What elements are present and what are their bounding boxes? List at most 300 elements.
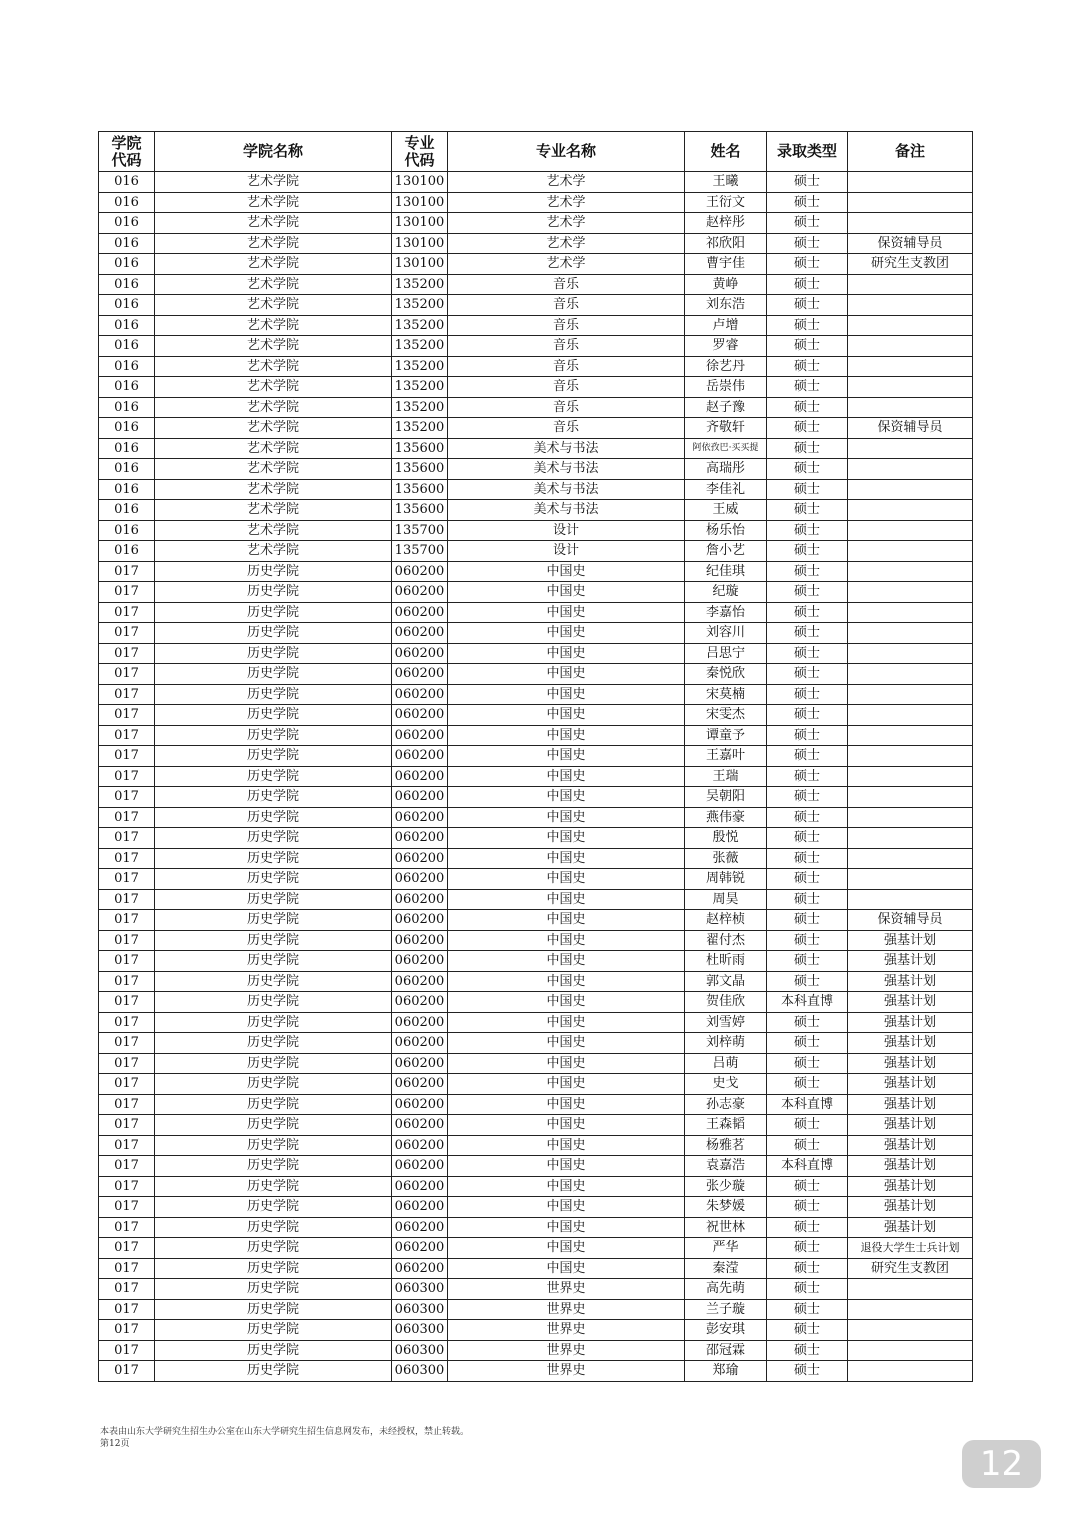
cell-student-name: 吕萌 <box>685 1053 767 1074</box>
cell-college-name: 历史学院 <box>155 725 392 746</box>
cell-college-code: 017 <box>99 766 155 787</box>
cell-college-code: 017 <box>99 910 155 931</box>
page-number-badge: 12 <box>962 1440 1041 1488</box>
cell-major-name: 中国史 <box>448 971 685 992</box>
cell-college-name: 艺术学院 <box>155 315 392 336</box>
cell-remarks: 强基计划 <box>848 1176 973 1197</box>
cell-major-name: 艺术学 <box>448 233 685 254</box>
cell-remarks <box>848 377 973 398</box>
cell-college-name: 历史学院 <box>155 1197 392 1218</box>
cell-major-name: 中国史 <box>448 1074 685 1095</box>
cell-college-code: 017 <box>99 684 155 705</box>
cell-college-code: 017 <box>99 746 155 767</box>
cell-remarks <box>848 1361 973 1382</box>
cell-remarks <box>848 807 973 828</box>
cell-major-code: 135600 <box>392 438 448 459</box>
cell-remarks <box>848 705 973 726</box>
table-row <box>99 418 973 439</box>
cell-major-name: 中国史 <box>448 705 685 726</box>
cell-remarks: 强基计划 <box>848 1094 973 1115</box>
cell-college-code: 017 <box>99 1197 155 1218</box>
cell-major-code: 135600 <box>392 479 448 500</box>
cell-student-name: 邵冠霖 <box>685 1340 767 1361</box>
col-header-college-name: 学院名称 <box>155 132 392 172</box>
table-row <box>99 1094 973 1115</box>
cell-remarks: 保资辅导员 <box>848 233 973 254</box>
col-header-major-code: 专业 代码 <box>392 132 448 172</box>
table-row <box>99 930 973 951</box>
cell-college-name: 历史学院 <box>155 561 392 582</box>
cell-admission-type: 硕士 <box>767 1361 848 1382</box>
cell-college-name: 艺术学院 <box>155 254 392 275</box>
cell-college-name: 历史学院 <box>155 1115 392 1136</box>
cell-student-name: 周韩锐 <box>685 869 767 890</box>
cell-major-code: 060200 <box>392 1217 448 1238</box>
cell-major-name: 中国史 <box>448 1033 685 1054</box>
cell-college-name: 艺术学院 <box>155 233 392 254</box>
cell-major-name: 中国史 <box>448 1156 685 1177</box>
cell-college-name: 艺术学院 <box>155 418 392 439</box>
cell-college-code: 016 <box>99 459 155 480</box>
cell-admission-type: 硕士 <box>767 1320 848 1341</box>
cell-admission-type: 硕士 <box>767 807 848 828</box>
table-row <box>99 274 973 295</box>
table-row <box>99 1074 973 1095</box>
cell-college-code: 017 <box>99 1033 155 1054</box>
cell-remarks <box>848 561 973 582</box>
cell-remarks: 强基计划 <box>848 992 973 1013</box>
table-row <box>99 541 973 562</box>
table-row <box>99 377 973 398</box>
cell-college-code: 017 <box>99 807 155 828</box>
cell-college-code: 016 <box>99 233 155 254</box>
cell-college-code: 017 <box>99 1258 155 1279</box>
cell-major-name: 音乐 <box>448 274 685 295</box>
cell-admission-type: 硕士 <box>767 828 848 849</box>
cell-college-name: 历史学院 <box>155 664 392 685</box>
cell-major-name: 中国史 <box>448 787 685 808</box>
cell-major-code: 060200 <box>392 746 448 767</box>
cell-student-name: 刘雪婷 <box>685 1012 767 1033</box>
table-row <box>99 356 973 377</box>
cell-student-name: 王衍文 <box>685 192 767 213</box>
table-row <box>99 233 973 254</box>
table-row <box>99 1176 973 1197</box>
cell-major-code: 060200 <box>392 684 448 705</box>
table-row <box>99 1340 973 1361</box>
cell-remarks <box>848 397 973 418</box>
cell-major-code: 060200 <box>392 869 448 890</box>
cell-major-name: 中国史 <box>448 1094 685 1115</box>
cell-student-name: 纪璇 <box>685 582 767 603</box>
cell-remarks <box>848 172 973 193</box>
cell-major-code: 135200 <box>392 274 448 295</box>
cell-college-name: 历史学院 <box>155 930 392 951</box>
cell-admission-type: 硕士 <box>767 1074 848 1095</box>
cell-college-name: 艺术学院 <box>155 192 392 213</box>
cell-college-code: 016 <box>99 172 155 193</box>
cell-major-code: 060200 <box>392 910 448 931</box>
cell-college-name: 历史学院 <box>155 1033 392 1054</box>
cell-admission-type: 硕士 <box>767 705 848 726</box>
cell-major-code: 060200 <box>392 1176 448 1197</box>
cell-college-code: 017 <box>99 1279 155 1300</box>
cell-admission-type: 本科直博 <box>767 992 848 1013</box>
cell-college-code: 017 <box>99 971 155 992</box>
cell-student-name: 袁嘉浩 <box>685 1156 767 1177</box>
cell-student-name: 吕思宁 <box>685 643 767 664</box>
cell-major-name: 世界史 <box>448 1320 685 1341</box>
cell-major-code: 060200 <box>392 1033 448 1054</box>
cell-college-name: 历史学院 <box>155 1074 392 1095</box>
cell-student-name: 郭文晶 <box>685 971 767 992</box>
cell-major-name: 中国史 <box>448 807 685 828</box>
table-row <box>99 869 973 890</box>
cell-admission-type: 硕士 <box>767 1115 848 1136</box>
cell-college-name: 历史学院 <box>155 807 392 828</box>
cell-remarks: 强基计划 <box>848 1135 973 1156</box>
cell-major-name: 中国史 <box>448 951 685 972</box>
cell-admission-type: 硕士 <box>767 172 848 193</box>
table-row <box>99 1012 973 1033</box>
cell-college-name: 艺术学院 <box>155 438 392 459</box>
cell-major-code: 060300 <box>392 1361 448 1382</box>
cell-student-name: 卢增 <box>685 315 767 336</box>
cell-remarks: 退役大学生士兵计划 <box>848 1238 973 1259</box>
cell-student-name: 贺佳欣 <box>685 992 767 1013</box>
cell-college-code: 016 <box>99 213 155 234</box>
cell-college-name: 历史学院 <box>155 869 392 890</box>
table-row <box>99 315 973 336</box>
table-row <box>99 643 973 664</box>
cell-college-code: 016 <box>99 520 155 541</box>
cell-major-name: 中国史 <box>448 746 685 767</box>
cell-college-code: 017 <box>99 951 155 972</box>
cell-college-code: 017 <box>99 582 155 603</box>
cell-admission-type: 硕士 <box>767 1197 848 1218</box>
cell-college-code: 017 <box>99 623 155 644</box>
cell-student-name: 王森韬 <box>685 1115 767 1136</box>
cell-college-code: 017 <box>99 930 155 951</box>
cell-student-name: 张薇 <box>685 848 767 869</box>
table-row <box>99 520 973 541</box>
table-row <box>99 766 973 787</box>
cell-student-name: 宋莫楠 <box>685 684 767 705</box>
cell-admission-type: 硕士 <box>767 787 848 808</box>
cell-remarks <box>848 582 973 603</box>
table-row <box>99 746 973 767</box>
cell-major-name: 中国史 <box>448 848 685 869</box>
cell-college-name: 艺术学院 <box>155 541 392 562</box>
cell-remarks: 强基计划 <box>848 1197 973 1218</box>
cell-student-name: 燕伟豪 <box>685 807 767 828</box>
table-row <box>99 397 973 418</box>
cell-major-code: 135200 <box>392 418 448 439</box>
cell-admission-type: 硕士 <box>767 643 848 664</box>
cell-student-name: 罗睿 <box>685 336 767 357</box>
cell-college-name: 历史学院 <box>155 1135 392 1156</box>
cell-college-code: 016 <box>99 541 155 562</box>
cell-admission-type: 硕士 <box>767 254 848 275</box>
cell-major-code: 060300 <box>392 1340 448 1361</box>
cell-major-name: 中国史 <box>448 1115 685 1136</box>
cell-admission-type: 硕士 <box>767 1279 848 1300</box>
cell-college-code: 017 <box>99 992 155 1013</box>
cell-college-name: 历史学院 <box>155 1238 392 1259</box>
cell-major-name: 中国史 <box>448 910 685 931</box>
cell-admission-type: 硕士 <box>767 192 848 213</box>
cell-student-name: 高瑞彤 <box>685 459 767 480</box>
cell-remarks: 强基计划 <box>848 930 973 951</box>
table-row <box>99 213 973 234</box>
table-row <box>99 623 973 644</box>
cell-college-code: 017 <box>99 1012 155 1033</box>
cell-student-name: 翟付杰 <box>685 930 767 951</box>
cell-student-name: 郑瑜 <box>685 1361 767 1382</box>
cell-admission-type: 硕士 <box>767 1053 848 1074</box>
cell-major-name: 音乐 <box>448 295 685 316</box>
cell-college-name: 艺术学院 <box>155 336 392 357</box>
cell-admission-type: 硕士 <box>767 418 848 439</box>
cell-admission-type: 硕士 <box>767 336 848 357</box>
cell-college-name: 历史学院 <box>155 746 392 767</box>
cell-remarks <box>848 438 973 459</box>
cell-admission-type: 硕士 <box>767 295 848 316</box>
table-row <box>99 705 973 726</box>
cell-student-name: 殷悦 <box>685 828 767 849</box>
cell-student-name: 刘东浩 <box>685 295 767 316</box>
cell-admission-type: 硕士 <box>767 315 848 336</box>
cell-admission-type: 硕士 <box>767 1238 848 1259</box>
cell-college-code: 016 <box>99 356 155 377</box>
cell-major-name: 音乐 <box>448 418 685 439</box>
table-row <box>99 664 973 685</box>
table-row <box>99 1115 973 1136</box>
cell-major-name: 中国史 <box>448 684 685 705</box>
cell-remarks <box>848 192 973 213</box>
cell-college-name: 艺术学院 <box>155 172 392 193</box>
cell-admission-type: 硕士 <box>767 664 848 685</box>
cell-remarks: 研究生支教团 <box>848 254 973 275</box>
cell-admission-type: 硕士 <box>767 1012 848 1033</box>
cell-college-name: 历史学院 <box>155 1012 392 1033</box>
cell-remarks: 保资辅导员 <box>848 910 973 931</box>
cell-major-code: 060200 <box>392 848 448 869</box>
cell-admission-type: 硕士 <box>767 684 848 705</box>
page-footer <box>100 1426 469 1450</box>
cell-admission-type: 硕士 <box>767 1299 848 1320</box>
cell-admission-type: 硕士 <box>767 910 848 931</box>
cell-college-name: 历史学院 <box>155 1094 392 1115</box>
table-row <box>99 500 973 521</box>
footer-notice: 本表由山东大学研究生招生办公室在山东大学研究生招生信息网发布，未经授权，禁止转载。 <box>100 1427 470 1437</box>
cell-remarks <box>848 213 973 234</box>
cell-major-name: 中国史 <box>448 992 685 1013</box>
table-row <box>99 951 973 972</box>
cell-major-code: 060200 <box>392 602 448 623</box>
cell-student-name: 赵梓桢 <box>685 910 767 931</box>
cell-major-code: 060200 <box>392 1197 448 1218</box>
cell-major-code: 135200 <box>392 356 448 377</box>
cell-major-name: 中国史 <box>448 1258 685 1279</box>
table-row <box>99 1135 973 1156</box>
cell-admission-type: 硕士 <box>767 1135 848 1156</box>
col-header-student-name: 姓名 <box>685 132 767 172</box>
table-row <box>99 684 973 705</box>
cell-admission-type: 硕士 <box>767 561 848 582</box>
table-row <box>99 1217 973 1238</box>
table-row <box>99 889 973 910</box>
cell-student-name: 秦滢 <box>685 1258 767 1279</box>
cell-admission-type: 硕士 <box>767 438 848 459</box>
cell-remarks <box>848 459 973 480</box>
cell-major-name: 美术与书法 <box>448 459 685 480</box>
cell-major-code: 135600 <box>392 459 448 480</box>
cell-remarks <box>848 315 973 336</box>
cell-remarks: 保资辅导员 <box>848 418 973 439</box>
cell-college-name: 历史学院 <box>155 705 392 726</box>
cell-admission-type: 硕士 <box>767 397 848 418</box>
cell-major-code: 060200 <box>392 1115 448 1136</box>
cell-college-name: 艺术学院 <box>155 520 392 541</box>
cell-admission-type: 硕士 <box>767 1340 848 1361</box>
cell-college-name: 艺术学院 <box>155 479 392 500</box>
cell-student-name: 刘梓萌 <box>685 1033 767 1054</box>
cell-remarks <box>848 520 973 541</box>
table-body <box>99 172 973 1382</box>
cell-college-name: 艺术学院 <box>155 213 392 234</box>
cell-college-code: 017 <box>99 1135 155 1156</box>
cell-college-name: 艺术学院 <box>155 377 392 398</box>
cell-major-code: 060300 <box>392 1299 448 1320</box>
cell-major-code: 060200 <box>392 807 448 828</box>
cell-admission-type: 硕士 <box>767 1217 848 1238</box>
table-row <box>99 725 973 746</box>
col-header-admission-type: 录取类型 <box>767 132 848 172</box>
cell-college-code: 016 <box>99 500 155 521</box>
cell-remarks: 强基计划 <box>848 1115 973 1136</box>
col-header-major-name: 专业名称 <box>448 132 685 172</box>
cell-student-name: 徐艺丹 <box>685 356 767 377</box>
cell-student-name: 李佳礼 <box>685 479 767 500</box>
cell-major-name: 艺术学 <box>448 213 685 234</box>
table-row <box>99 438 973 459</box>
cell-admission-type: 本科直博 <box>767 1156 848 1177</box>
cell-student-name: 朱梦媛 <box>685 1197 767 1218</box>
cell-admission-type: 硕士 <box>767 582 848 603</box>
cell-college-code: 017 <box>99 787 155 808</box>
footer-page-label: 第12页 <box>100 1439 130 1449</box>
cell-remarks <box>848 274 973 295</box>
cell-admission-type: 硕士 <box>767 746 848 767</box>
table-row <box>99 254 973 275</box>
cell-student-name: 王曦 <box>685 172 767 193</box>
table-row <box>99 172 973 193</box>
cell-student-name: 秦悦欣 <box>685 664 767 685</box>
cell-admission-type: 硕士 <box>767 930 848 951</box>
cell-college-name: 历史学院 <box>155 643 392 664</box>
table-row <box>99 787 973 808</box>
cell-remarks: 强基计划 <box>848 1217 973 1238</box>
cell-major-code: 135200 <box>392 397 448 418</box>
cell-college-name: 历史学院 <box>155 623 392 644</box>
cell-remarks <box>848 336 973 357</box>
cell-college-name: 艺术学院 <box>155 397 392 418</box>
cell-major-code: 135600 <box>392 500 448 521</box>
cell-college-name: 历史学院 <box>155 889 392 910</box>
cell-college-code: 016 <box>99 397 155 418</box>
cell-student-name: 王威 <box>685 500 767 521</box>
table-row <box>99 971 973 992</box>
cell-remarks <box>848 643 973 664</box>
cell-remarks <box>848 664 973 685</box>
cell-student-name: 詹小艺 <box>685 541 767 562</box>
cell-college-code: 016 <box>99 479 155 500</box>
cell-student-name: 兰子璇 <box>685 1299 767 1320</box>
cell-remarks <box>848 541 973 562</box>
cell-student-name: 祁欣阳 <box>685 233 767 254</box>
cell-major-name: 中国史 <box>448 1135 685 1156</box>
table-row <box>99 479 973 500</box>
cell-student-name: 张少璇 <box>685 1176 767 1197</box>
table-row <box>99 582 973 603</box>
cell-college-code: 017 <box>99 1053 155 1074</box>
cell-major-code: 060200 <box>392 1135 448 1156</box>
cell-remarks: 强基计划 <box>848 1156 973 1177</box>
cell-major-code: 060200 <box>392 623 448 644</box>
cell-major-code: 130100 <box>392 172 448 193</box>
cell-college-name: 历史学院 <box>155 1279 392 1300</box>
table-row <box>99 1197 973 1218</box>
cell-major-code: 130100 <box>392 192 448 213</box>
cell-college-name: 历史学院 <box>155 1258 392 1279</box>
cell-college-code: 017 <box>99 602 155 623</box>
cell-college-name: 历史学院 <box>155 582 392 603</box>
cell-student-name: 史戈 <box>685 1074 767 1095</box>
cell-major-code: 135200 <box>392 336 448 357</box>
cell-college-name: 艺术学院 <box>155 274 392 295</box>
table-row <box>99 459 973 480</box>
cell-college-name: 历史学院 <box>155 910 392 931</box>
cell-admission-type: 本科直博 <box>767 1094 848 1115</box>
cell-major-name: 艺术学 <box>448 254 685 275</box>
cell-student-name: 彭安琪 <box>685 1320 767 1341</box>
cell-major-code: 130100 <box>392 233 448 254</box>
cell-remarks: 强基计划 <box>848 951 973 972</box>
cell-college-name: 艺术学院 <box>155 356 392 377</box>
cell-remarks <box>848 295 973 316</box>
cell-remarks: 强基计划 <box>848 1033 973 1054</box>
cell-major-code: 060200 <box>392 992 448 1013</box>
cell-admission-type: 硕士 <box>767 951 848 972</box>
cell-major-name: 世界史 <box>448 1361 685 1382</box>
cell-college-code: 017 <box>99 828 155 849</box>
cell-remarks <box>848 848 973 869</box>
cell-college-name: 历史学院 <box>155 992 392 1013</box>
cell-major-code: 060200 <box>392 1074 448 1095</box>
cell-admission-type: 硕士 <box>767 602 848 623</box>
table-row <box>99 1258 973 1279</box>
cell-college-code: 017 <box>99 889 155 910</box>
cell-college-code: 017 <box>99 1361 155 1382</box>
cell-student-name: 杨雅茗 <box>685 1135 767 1156</box>
cell-major-name: 中国史 <box>448 643 685 664</box>
cell-college-code: 016 <box>99 254 155 275</box>
cell-college-code: 017 <box>99 1238 155 1259</box>
cell-major-code: 060200 <box>392 725 448 746</box>
cell-major-code: 060200 <box>392 582 448 603</box>
admission-table <box>98 131 973 1382</box>
